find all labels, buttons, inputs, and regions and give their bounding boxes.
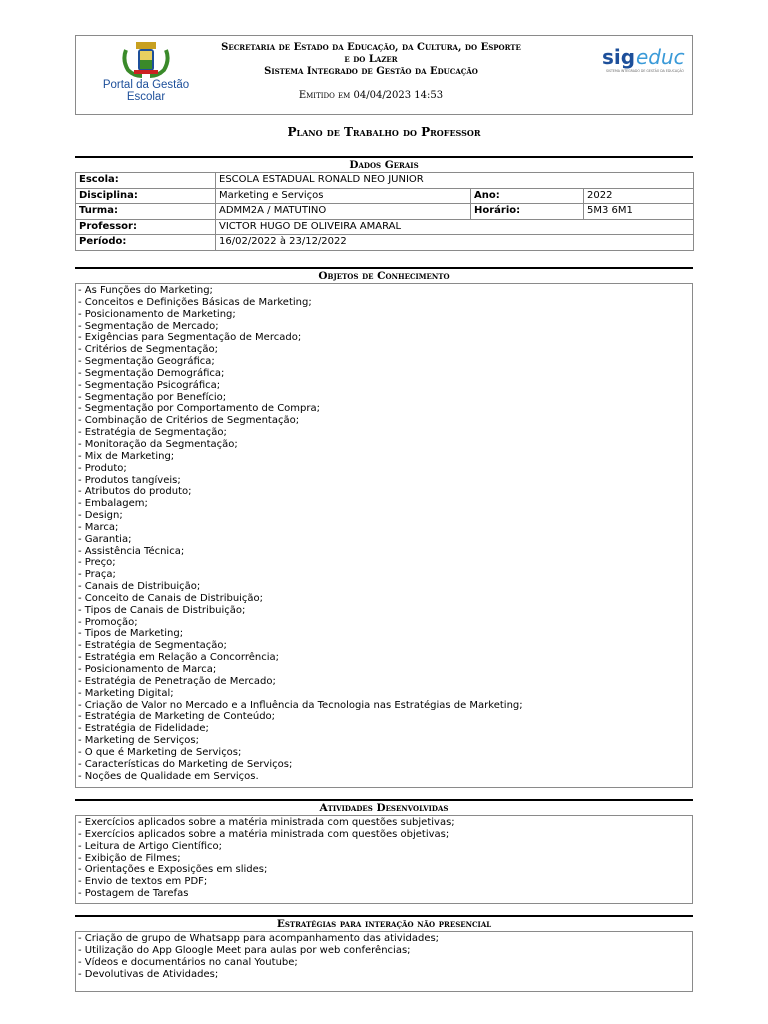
turma-label: Turma: <box>76 204 216 220</box>
list-item: - Exigências para Segmentação de Mercado; <box>78 332 302 344</box>
list-item: - Tipos de Marketing; <box>78 628 184 640</box>
list-item: - Conceito de Canais de Distribuição; <box>78 592 264 604</box>
list-item: - Conceitos e Definições Básicas de Marketing; <box>78 296 312 308</box>
issued-date: Emitido em 04/04/2023 14:53 <box>298 90 444 101</box>
org-line-2: e do Lazer <box>344 54 398 65</box>
section-estrategias-title: Estratégias para interação não presencial <box>75 915 693 932</box>
list-item: - Orientações e Exposições em slides; <box>78 864 268 876</box>
list-item: - Segmentação por Comportamento de Compra; <box>78 403 320 415</box>
list-item: - Embalagem; <box>78 498 148 510</box>
list-item: - Vídeos e documentários no canal Youtube; <box>78 956 298 968</box>
disciplina-value: Marketing e Serviços <box>216 188 471 204</box>
list-item: - Segmentação de Mercado; <box>78 320 219 332</box>
list-item: - Monitoração da Segmentação; <box>78 438 238 450</box>
list-item: - Atributos do produto; <box>78 486 192 498</box>
section-dados-gerais-title: Dados Gerais <box>75 156 693 173</box>
list-item: - Garantia; <box>78 533 132 545</box>
section-atividades-title: Atividades Desenvolvidas <box>75 799 693 816</box>
list-item: - Canais de Distribuição; <box>78 581 201 593</box>
list-item: - Exercícios aplicados sobre a matéria ministrada com questões subjetivas; <box>78 817 455 828</box>
list-item: - Envio de textos em PDF; <box>78 876 208 888</box>
list-item: - Estratégia de Penetração de Mercado; <box>78 675 276 687</box>
professor-label: Professor: <box>76 219 216 235</box>
list-item: - Segmentação Psicográfica; <box>78 379 221 391</box>
horario-value: 5M3 6M1 <box>584 204 694 220</box>
list-item: - Postagem de Tarefas <box>78 888 189 900</box>
table-row <box>76 188 694 204</box>
list-item: - Devolutivas de Atividades; <box>78 968 219 980</box>
document-header <box>75 35 693 115</box>
list-item: - Tipos de Canais de Distribuição; <box>78 604 246 616</box>
list-item: - Utilização do App Gloogle Meet para aulas por web conferências; <box>78 944 411 956</box>
section-objetos-title: Objetos de Conhecimento <box>75 267 693 284</box>
escola-label: Escola: <box>76 173 216 189</box>
list-item: - Critérios de Segmentação; <box>78 344 219 356</box>
org-line-3: Sistema Integrado de Gestão da Educação <box>264 66 478 77</box>
list-item: - Leitura de Artigo Científico; <box>78 840 222 852</box>
objetos-list <box>75 284 693 788</box>
ano-value: 2022 <box>584 188 694 204</box>
list-item: - Marketing de Serviços; <box>78 735 199 747</box>
portal-title: Portal da Gestão Escolar <box>102 79 190 103</box>
list-item: - Características do Marketing de Serviços; <box>78 758 293 770</box>
list-item: - Segmentação Demográfica; <box>78 367 225 379</box>
list-item: - Exercícios aplicados sobre a matéria ministrada com questões objetivas; <box>78 828 450 840</box>
ano-label: Ano: <box>471 188 584 204</box>
organization-title <box>216 42 526 78</box>
state-crest-icon <box>120 40 172 78</box>
general-data-table <box>75 172 694 251</box>
list-item: - Exibição de Filmes; <box>78 852 181 864</box>
list-item: - Segmentação por Benefício; <box>78 391 227 403</box>
periodo-label: Período: <box>76 235 216 251</box>
professor-value: VICTOR HUGO DE OLIVEIRA AMARAL <box>216 219 694 235</box>
periodo-value: 16/02/2022 à 23/12/2022 <box>216 235 694 251</box>
list-item: - Combinação de Critérios de Segmentação; <box>78 415 300 427</box>
list-item: - Segmentação Geográfica; <box>78 356 215 368</box>
list-item: - Preço; <box>78 557 116 569</box>
list-item: - As Funções do Marketing; <box>78 285 213 296</box>
table-row <box>76 204 694 220</box>
table-row <box>76 235 694 251</box>
list-item: - Assistência Técnica; <box>78 545 185 557</box>
document-title: Plano de Trabalho do Professor <box>287 125 481 139</box>
turma-value: ADMM2A / MATUTINO <box>216 204 471 220</box>
logo-text-sig: sig <box>602 45 636 69</box>
list-item: - Marketing Digital; <box>78 687 174 699</box>
list-item: - Estratégia de Segmentação; <box>78 640 227 652</box>
escola-value: ESCOLA ESTADUAL RONALD NEO JUNIOR <box>216 173 694 189</box>
table-row <box>76 173 694 189</box>
list-item: - Estratégia de Segmentação; <box>78 427 227 439</box>
list-item: - Produtos tangíveis; <box>78 474 181 486</box>
table-row <box>76 219 694 235</box>
list-item: - Praça; <box>78 569 116 581</box>
list-item: - Posicionamento de Marketing; <box>78 308 236 320</box>
list-item: - Estratégia de Fidelidade; <box>78 723 209 735</box>
portal-branding <box>86 40 206 103</box>
sigeduc-logo <box>600 40 690 76</box>
logo-text-educ: educ <box>636 45 685 69</box>
list-item: - Criação de grupo de Whatsapp para acompanhamento das atividades; <box>78 933 440 944</box>
atividades-list <box>75 816 693 904</box>
list-item: - O que é Marketing de Serviços; <box>78 746 242 758</box>
disciplina-label: Disciplina: <box>76 188 216 204</box>
list-item: - Estratégia em Relação a Concorrência; <box>78 652 279 664</box>
list-item: - Criação de Valor no Mercado e a Influência da Tecnologia nas Estratégias de Marketing; <box>78 699 523 711</box>
list-item: - Produto; <box>78 462 127 474</box>
list-item: - Posicionamento de Marca; <box>78 664 217 675</box>
logo-tagline: SISTEMA INTEGRADO DE GESTÃO DA EDUCAÇÃO <box>606 69 684 73</box>
list-item: - Promoção; <box>78 616 138 628</box>
horario-label: Horário: <box>471 204 584 220</box>
list-item: - Noções de Qualidade em Serviços. <box>78 770 259 782</box>
estrategias-list <box>75 932 693 992</box>
org-line-1: Secretaria de Estado da Educação, da Cultura, do Esporte <box>221 42 521 53</box>
list-item: - Marca; <box>78 521 119 533</box>
list-item: - Estratégia de Marketing de Conteúdo; <box>78 711 276 723</box>
list-item: - Mix de Marketing; <box>78 450 175 462</box>
list-item: - Design; <box>78 510 123 522</box>
